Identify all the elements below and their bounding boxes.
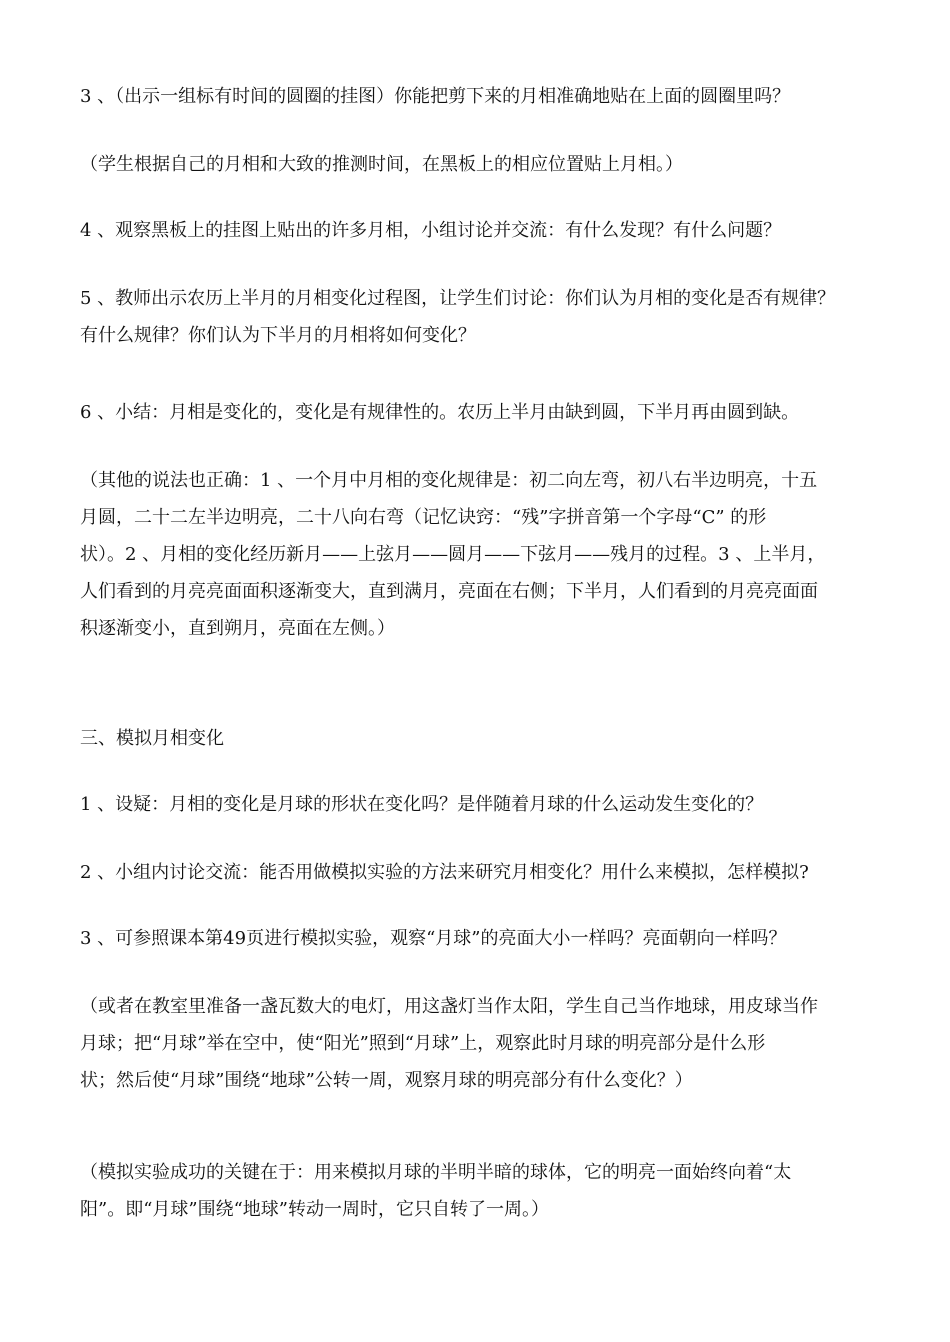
text-line: 状；然后使“月球”围绕“地球”公转一周，观察月球的明亮部分有什么变化？）: [80, 1070, 693, 1091]
text-line: 3 、可参照课本第49页进行模拟实验，观察“月球”的亮面大小一样吗？亮面朝向一样吗？: [80, 928, 787, 949]
paragraph-step-4-observe: [80, 212, 880, 249]
paragraph-student-paste-note: [80, 146, 880, 183]
text-line: 6 、小结：月相是变化的，变化是有规律性的。农历上半月由缺到圆，下半月再由圆到缺。: [80, 402, 800, 423]
text-line: 有什么规律？你们认为下半月的月相将如何变化？: [80, 325, 476, 346]
section-heading-simulate-moon-phase: [80, 720, 880, 757]
paragraph-step-6-summary: [80, 394, 880, 431]
text-line: （其他的说法也正确：1 、一个月中月相的变化规律是：初二向左弯，初八右半边明亮，十五: [80, 470, 818, 491]
text-line: 3 、（出示一组标有时间的圆圈的挂图）你能把剪下来的月相准确地贴在上面的圆圈里吗？: [80, 86, 791, 107]
paragraph-step-5-discussion: [80, 280, 880, 354]
paragraph-group-discussion-2: [80, 854, 880, 891]
text-line: 5 、教师出示农历上半月的月相变化过程图，让学生们讨论：你们认为月相的变化是否有规律？: [80, 288, 836, 309]
text-line: （模拟实验成功的关键在于：用来模拟月球的半明半暗的球体，它的明亮一面始终向着“太: [80, 1162, 792, 1183]
text-line: 4 、观察黑板上的挂图上贴出的许多月相，小组讨论并交流：有什么发现？有什么问题？: [80, 220, 782, 241]
paragraph-experiment-3: [80, 920, 880, 957]
paragraph-experiment-key: [80, 1154, 880, 1228]
paragraph-lamp-alternative: [80, 988, 880, 1099]
text-line: （学生根据自己的月相和大致的推测时间，在黑板上的相应位置贴上月相。）: [80, 154, 683, 175]
text-line: 月球；把“月球”举在空中，使“阳光”照到“月球”上，观察此时月球的明亮部分是什么形: [80, 1033, 766, 1054]
text-line: 阳”。即“月球”围绕“地球”转动一周时，它只自转了一周。）: [80, 1199, 550, 1220]
text-line: 积逐渐变小，直到朔月，亮面在左侧。）: [80, 618, 395, 639]
paragraph-other-explanations: [80, 462, 880, 647]
text-line: 2 、小组内讨论交流：能否用做模拟实验的方法来研究月相变化？用什么来模拟，怎样模拟?: [80, 862, 809, 883]
text-line: 人们看到的月亮亮面面积逐渐变大，直到满月，亮面在右侧；下半月，人们看到的月亮亮面面: [80, 581, 818, 602]
text-line: 三、模拟月相变化: [80, 728, 224, 749]
text-line: 1 、设疑：月相的变化是月球的形状在变化吗？是伴随着月球的什么运动发生变化的？: [80, 794, 764, 815]
text-line: （或者在教室里准备一盏瓦数大的电灯，用这盏灯当作太阳，学生自己当作地球，用皮球当作: [80, 996, 818, 1017]
text-line: 状）。2 、月相的变化经历新月——上弦月——圆月——下弦月——残月的过程。3 、上半月，: [80, 544, 826, 565]
paragraph-step-3-hang-chart: [80, 78, 880, 115]
text-line: 月圆，二十二左半边明亮，二十八向右弯（记忆诀窍：“残”字拼音第一个字母“C” 的形: [80, 507, 767, 528]
paragraph-question-1: [80, 786, 880, 823]
